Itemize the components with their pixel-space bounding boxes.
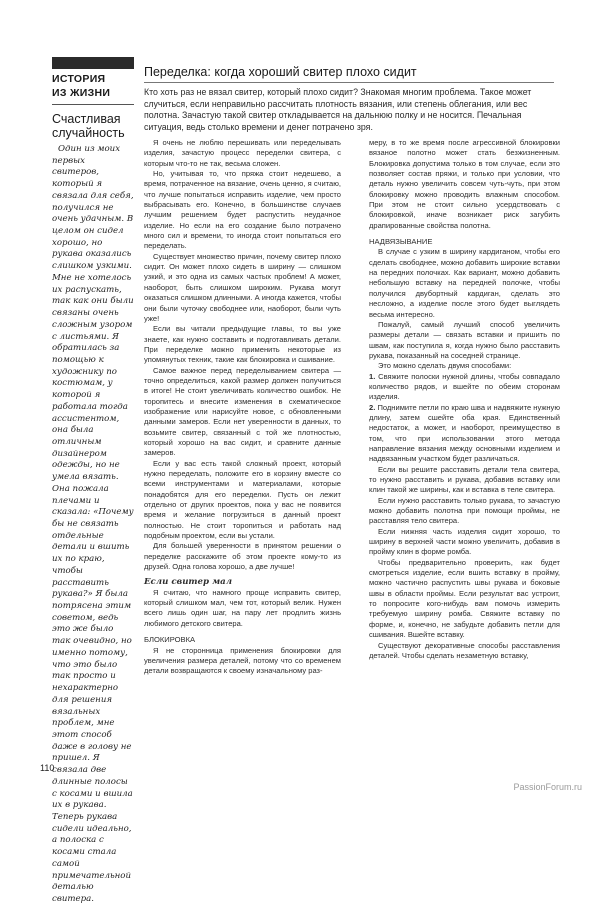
left-column: [144, 138, 341, 677]
list-item-text: Поднимите петли по краю шва и надвяжите нужную длину, затем сшейте оба края. Единственный недостаток, а может, и наоборот, преимущество в том, что при использовании этого метода направление вязания между основными изделием и надвязанным участком будет различаться.: [369, 402, 560, 464]
paragraph: Существуют декоративные способы расставления деталей. Чтобы сделать незаметную вставку,: [369, 640, 560, 660]
article-headline: Переделка: когда хороший свитер плохо сидит: [144, 65, 417, 79]
list-item: [369, 403, 560, 465]
rubric-line-1: ИСТОРИЯ: [52, 73, 106, 85]
paragraph: Для большей уверенности в принятом решении о переделке расскажите об этом проекте кому-то из друзей. Одна голова хорошо, а две лучше!: [144, 541, 341, 572]
list-number: 1.: [369, 371, 376, 381]
paragraph: меру, в то же время после агрессивной блокировки вязаное полотно может стать безжизненным. Блокировка допустима только в том случае, если это позволяет состав пряжи, и только при условии, что деталь нужно увеличить совсем чуть-чуть, при этом блокировку можно проводить влажным способом. При этом не стоит сильно усердствовать с блокировкой, иначе возникает риск загубить драпированные свойства полотна.: [369, 138, 560, 230]
paragraph: Существует множество причин, почему свитер плохо сидит. Он может плохо сидеть в ширину — слишком узкий, и это одна из самых частых проблем! А может, наоборот, быть слишком широким. Рукава могут оказаться слишком длинными. А иногда кажется, чтобы они были чуточку свободнее или, наоборот, были чуть уже!: [144, 251, 341, 323]
paragraph: Чтобы предварительно проверить, как будет смотреться изделие, если вшить вставку в пройму, можно частично распустить швы рукава и боковые швы в области проймы. Если результат вас устроит, то попросите кого-нибудь вам помочь измерить требуемую ширину ромба. Свяжите вставку по форме, и, конечно, не забудьте добавить петли для сшивания. Вшейте вставку.: [369, 557, 560, 640]
rubric-bar: [52, 57, 134, 69]
right-column: [369, 138, 560, 661]
rubric-label: [52, 72, 134, 100]
paragraph: Пожалуй, самый лучший способ увеличить размеры детали — связать вставки и пришить по швам, как поступила я, когда нужно было расставить рукава, показанный на соседней странице.: [369, 319, 560, 360]
headline-divider: [144, 82, 554, 83]
paragraph: Я очень не люблю перешивать или переделывать изделия, зачастую процесс переделки свитера, с которым что-то не так, весьма сложен.: [144, 138, 341, 168]
paragraph: Если вы читали предыдущие главы, то вы уже знаете, как нужно составить и подготавливать детали. При переделке можно применить некоторые из упомянутых техник, такие как блокировка и сшивание.: [144, 324, 341, 365]
list-number: 2.: [369, 402, 376, 412]
sidebar-paragraph: Один из моих первых свитеров, который я связала для себя, получился не очень удачным. В целом он сидел хорошо, но рукава оказались слишком узкими. Мне не хотелось их распускать, так как они были связаны очень сложным узором с листьями. Я обратилась за помощью к художнику по костюмам, у которой я работала тогда ассистентом, она была отличным дизайнером одежды, но не умела вязать. Она пожала плечами и сказала: «Почему бы не связать отдельные детали и вшить их по краю, чтобы расставить рукава?» Я была потрясена этим советом, ведь это же было так очевидно, но именно потому, что это было так просто и нехарактерно для решения вязальных проблем, мне этот способ даже в голову не пришел. Я связала две длинные полосы с косами и вшила их в рукава. Теперь рукава сидели идеально, а полоска с косами стала самой примечательной деталью свитера.: [52, 144, 134, 904]
section-heading: БЛОКИРОВКА: [144, 635, 196, 645]
rubric-divider: [52, 104, 134, 105]
paragraph: Если у вас есть такой сложный проект, который нужно переделать, положите его в корзину вместе со всеми инструментами и материалами, которые понадобятся для его переделки. Пусть он лежит отдельно от других проектов, пока у вас не появится время и желание погрузиться в данный проект полностью. Не стоит торопиться и работать над подобным проектом, если вы устали.: [144, 458, 341, 541]
sidebar-body: [52, 144, 134, 906]
sidebar-title: Счастливая случайность: [52, 112, 125, 140]
paragraph: Это можно сделать двумя способами:: [378, 361, 512, 371]
paragraph: Самое важное перед переделыванием свитера — точно определиться, какой размер должен получиться в итоге! Не стоит увеличивать количество ошибок. Не торопитесь и внесите изменения в схематическое изображение или нарисуйте новое, с обновленными данными замеров. Если нет уверенности в данных, то возьмите свитер, связанный с той же плотностью, который хорошо на вас сидит, и сравните данные замеров.: [144, 365, 341, 458]
sidebar-story: [52, 57, 134, 906]
paragraph: Но, учитывая то, что пряжа стоит недешево, а время, потраченное на вязание, очень ценно, я считаю, что лучше попытаться исправить изделие, чем просто выбрасывать его. Конечно, в большинстве случаев лучшим решением будет распустить неудачное изделие. Но если на его создание было потрачено много сил и времени, то иногда стоит попытаться его переделать.: [144, 169, 341, 251]
paragraph: Я считаю, что намного проще исправить свитер, который слишком мал, чем тот, который велик. Нужен всего лишь один шаг, на пару лет продлить жизнь любимого детского свитера.: [144, 587, 341, 628]
paragraph: Я не сторонница применения блокировки для увеличения размера деталей, потому что со временем детали возвращаются к своему изначальному раз-: [144, 645, 341, 676]
rubric-line-2: ИЗ ЖИЗНИ: [52, 87, 111, 99]
list-item: [369, 372, 560, 403]
section-heading: Если свитер мал: [144, 577, 233, 588]
paragraph: Если нижняя часть изделия сидит хорошо, то ширину в верхней части можно увеличить, добавив в пройму клин в форме ромба.: [369, 526, 560, 557]
paragraph: Если вы решите расставить детали тела свитера, то нужно расставить и рукава, добавив вставку или клин такой же ширины, как и вставка в теле свитера.: [369, 464, 560, 495]
site-watermark: PassionForum.ru: [513, 782, 582, 792]
paragraph: В случае с узким в ширину кардиганом, чтобы его сделать свободнее, можно добавить широкие вставки на передних полочках. Как вариант, можно добавить небольшую вставку на передней полочке, чтобы получился двубортный кардиган, сделать это несложно, а изделие после этого будет выглядеть весьма интересно.: [369, 247, 560, 319]
section-heading: НАДВЯЗЫВАНИЕ: [369, 237, 433, 247]
paragraph: Если нужно расставить только рукава, то зачастую можно добавить полотна при помощи проймы, не расставляя тело свитера.: [369, 495, 560, 526]
list-item-text: Свяжите полоски нужной длины, чтобы совпадало количество рядов, и вшейте по обеим сторонам изделия.: [369, 371, 560, 402]
article-lead: Кто хоть раз не вязал свитер, который плохо сидит? Знакомая многим проблема. Такое может случиться, если неправильно рассчитать плотность вязания, или степень облегания, или вес полотна. Зачастую такой свитер откладывается на дальнюю полку и не носится. Печальная ситуация, ведь столько времени и денег потрачено зря.: [144, 87, 532, 132]
page-number: 110: [40, 763, 55, 773]
